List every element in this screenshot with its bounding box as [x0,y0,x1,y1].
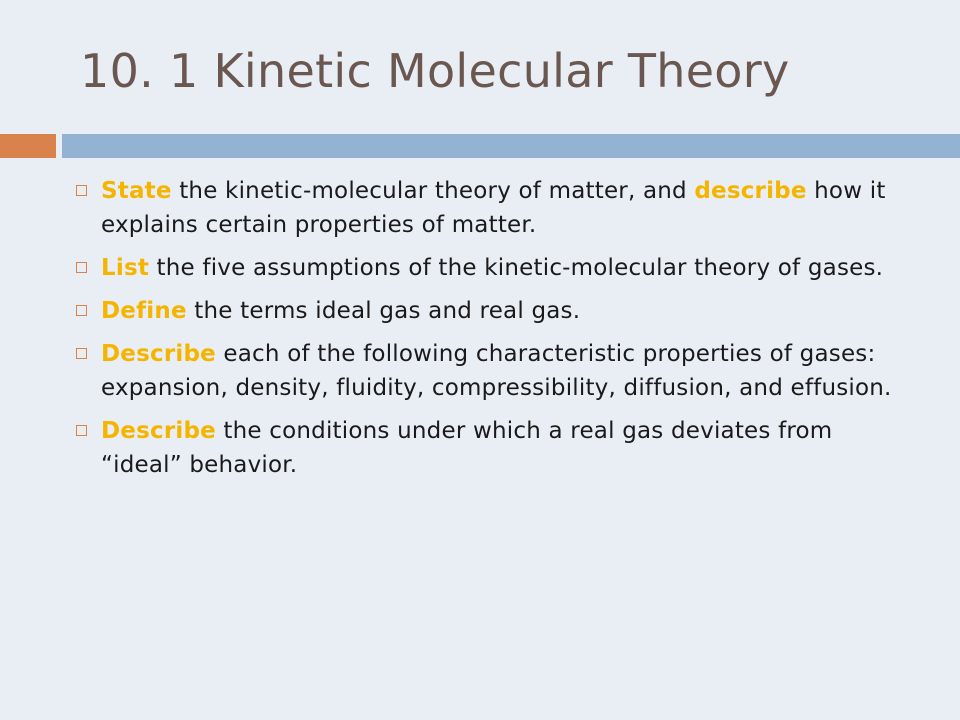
objective-keyword: Describe [101,341,216,367]
objective-text: the terms ideal gas and real gas. [186,298,581,324]
objective-item [76,414,916,482]
title-accent-bar-orange [0,134,56,158]
objective-keyword: Describe [101,418,216,444]
objective-item [76,174,916,242]
objective-text: the five assumptions of the kinetic-molecular theory of gases. [149,255,884,281]
title-accent-bar-blue [62,134,960,158]
objectives-list [76,174,916,491]
square-bullet-icon [76,348,87,359]
objective-keyword: List [101,255,150,281]
objective-keyword: describe [694,178,807,204]
objective-text: the kinetic-molecular theory of matter, and [171,178,695,204]
slide-title: 10. 1 Kinetic Molecular Theory [80,44,790,98]
objective-text: how it explains certain properties of matter. [101,178,886,238]
objective-keyword: State [101,178,172,204]
square-bullet-icon [76,262,87,273]
objective-keyword: Define [101,298,187,324]
objective-item [76,337,916,405]
square-bullet-icon [76,425,87,436]
objective-item [76,294,916,328]
objective-item [76,251,916,285]
objective-text: the conditions under which a real gas deviates from “ideal” behavior. [101,418,833,478]
objective-text: each of the following characteristic properties of gases: expansion, density, fluidity, compressibility, diffusion, and effusion. [101,341,892,401]
square-bullet-icon [76,305,87,316]
square-bullet-icon [76,185,87,196]
